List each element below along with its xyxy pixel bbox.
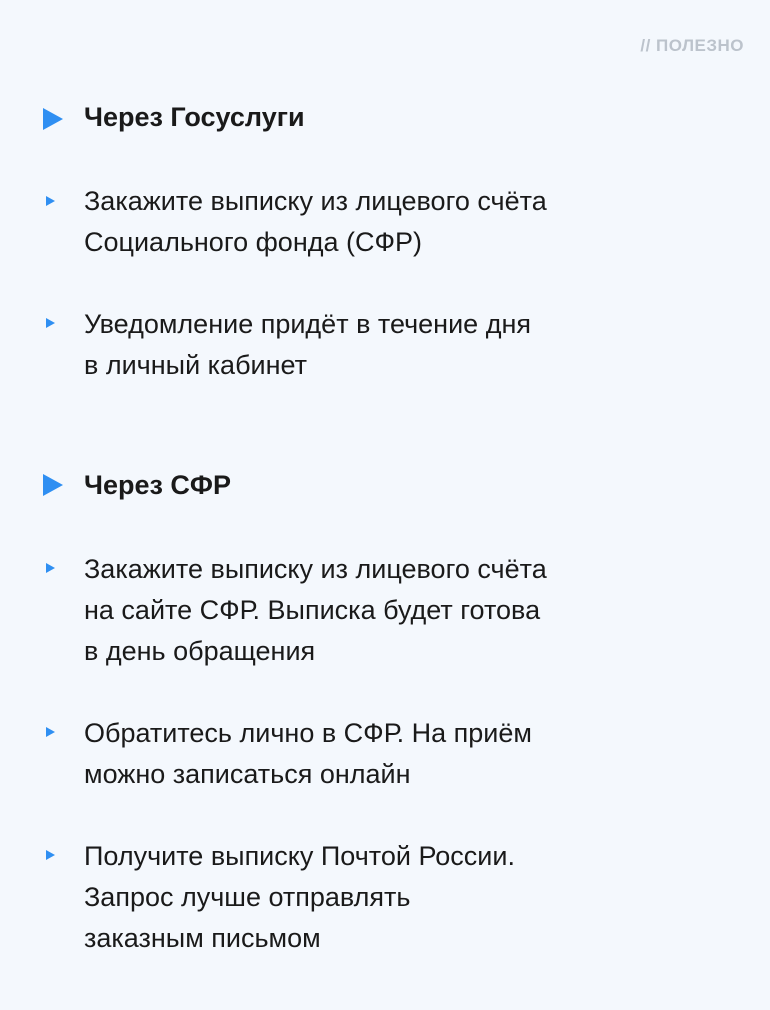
bullet-icon (46, 727, 55, 737)
section-heading-sfr: Через СФР (84, 470, 231, 500)
bullet-icon (46, 318, 55, 328)
bullet-icon (46, 850, 55, 860)
list-item: Закажите выписку из лицевого счёта на сайте СФР. Выписка будет готова в день обращения (84, 554, 547, 666)
list-item: Получите выписку Почтой России. Запрос лучше отправлять заказным письмом (84, 841, 515, 953)
category-tag: // ПОЛЕЗНО (640, 36, 744, 55)
list-item: Уведомление придёт в течение дня в личный кабинет (84, 309, 531, 380)
section-arrow-icon (43, 474, 63, 496)
section-heading-gosuslugi: Через Госуслуги (84, 102, 305, 132)
section-arrow-icon (43, 108, 63, 130)
list-item: Закажите выписку из лицевого счёта Социального фонда (СФР) (84, 186, 547, 257)
list-item: Обратитесь лично в СФР. На приём можно записаться онлайн (84, 718, 532, 789)
bullet-icon (46, 563, 55, 573)
bullet-icon (46, 196, 55, 206)
